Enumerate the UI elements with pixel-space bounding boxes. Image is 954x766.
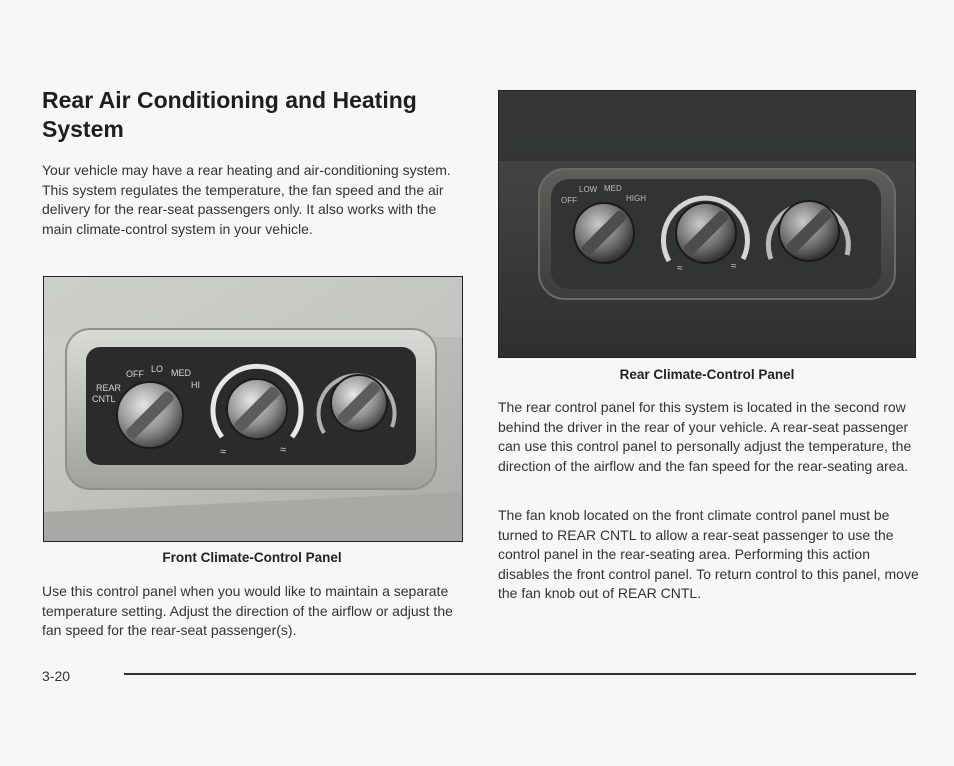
front-panel-caption: Front Climate-Control Panel: [162, 550, 342, 565]
rear-floor-vent-icon: ≈: [677, 263, 683, 274]
rear-panel-illustration: [499, 91, 915, 357]
front-climate-panel-photo: [43, 276, 463, 542]
rear-panel-caption: Rear Climate-Control Panel: [619, 367, 795, 382]
footer-rule: [124, 673, 916, 675]
intro-paragraph: Your vehicle may have a rear heating and air-conditioning system. This system regulates the temperature, the fan speed and the air delivery for the rear-seat passengers only. It also works with the main climate-control system in your vehicle.: [42, 162, 451, 237]
defrost-vent-icon: ≈: [280, 444, 287, 456]
floor-vent-icon: ≈: [220, 446, 227, 458]
hi-label: HI: [191, 380, 200, 390]
right-paragraph-1: The rear control panel for this system is located in the second row behind the driver in the rear of your vehicle. A rear-seat passenger can use this control panel to personally adjust the temperature, the direction of the airflow and the fan speed for the rear-seating area.: [498, 399, 912, 474]
rear-climate-panel-photo: [498, 90, 916, 358]
off-label: OFF: [126, 369, 144, 379]
left-paragraph: Use this control panel when you would like to maintain a separate temperature setting. Adjust the direction of the airflow or adjust the fan speed for the rear-seat passenger(s).: [42, 583, 453, 638]
rear-label: REAR: [96, 383, 122, 393]
rear-high-label: HIGH: [626, 194, 646, 203]
rear-upper-vent-icon: ≈: [731, 261, 737, 272]
rear-off-label: OFF: [561, 196, 577, 205]
lo-label: LO: [151, 364, 164, 374]
med-label: MED: [171, 368, 191, 378]
page-number: 3-20: [42, 668, 71, 684]
right-paragraph-2: The fan knob located on the front climate control panel must be turned to REAR CNTL to allow a rear-seat passenger to use the control panel in the rear-seating area. Performing this action disables the front control panel. To return control to this panel, move the fan knob out of REAR CNTL.: [498, 507, 919, 601]
rear-low-label: LOW: [579, 185, 598, 194]
section-title: Rear Air Conditioning and Heating System: [42, 87, 417, 142]
cntl-label: CNTL: [92, 394, 116, 404]
rear-med-label: MED: [604, 184, 622, 193]
front-panel-illustration: [44, 277, 462, 541]
